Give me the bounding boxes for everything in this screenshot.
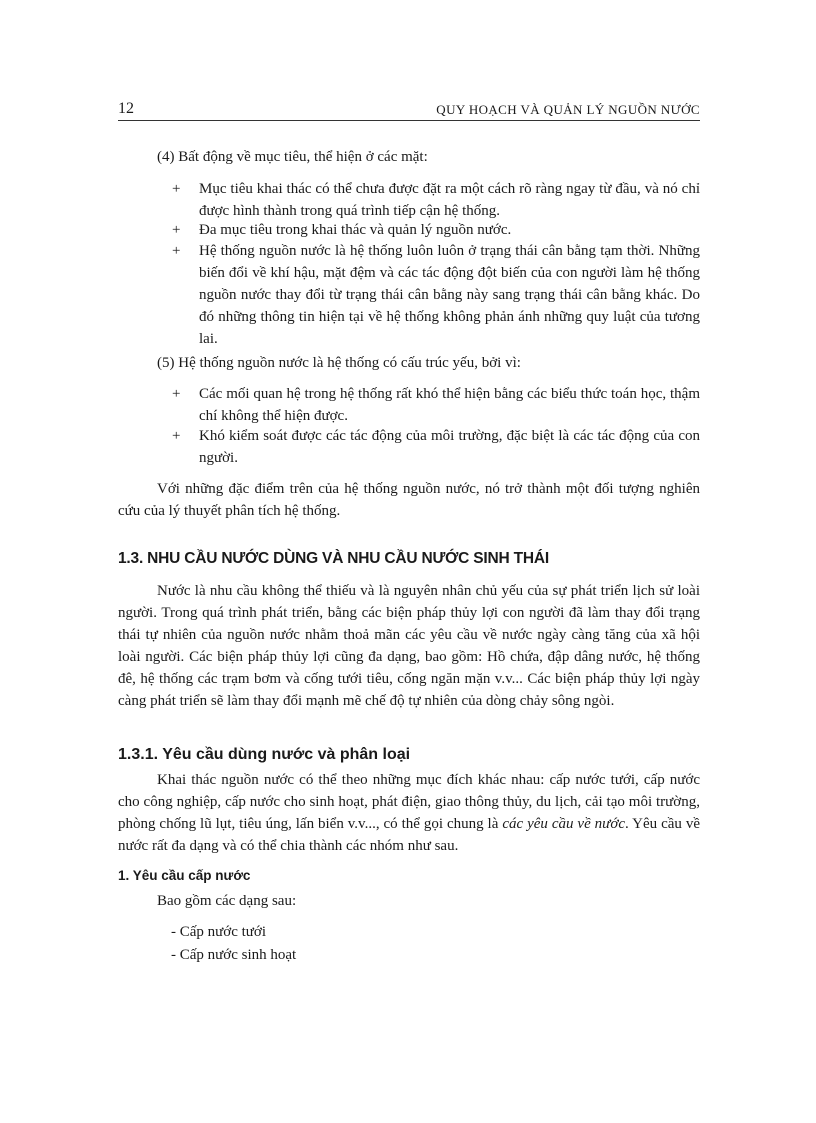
page-number: 12 <box>118 100 134 117</box>
subsection-heading-water-supply: 1. Yêu cầu cấp nước <box>118 868 251 883</box>
section-heading-1-3: 1.3. NHU CẦU NƯỚC DÙNG VÀ NHU CẦU NƯỚC SINH THÁI <box>118 550 549 567</box>
section-1-3-paragraph: Nước là nhu cầu không thể thiếu và là nguyên nhân chủ yếu của sự phát triển lịch sử loài người. Trong quá trình phát triển, bằng các biện pháp thủy lợi con người đã làm thay đổi trạng thái tự nhiên của nguồn nước nhằm thoả mãn các yêu cầu về nước ngày càng tăng của xã hội loài người. Các biện pháp thủy lợi cũng đa dạng, bao gồm: Hồ chứa, đập dâng nước, hệ thống đê, hệ thống các trạm bơm và cống tưới tiêu, cống ngăn mặn v.v... Các biện pháp thủy lợi ngày càng phát triển sẽ làm thay đổi mạnh mẽ chế độ tự nhiên của dòng chảy sông ngòi. <box>118 583 700 709</box>
bullet-text: Mục tiêu khai thác có thể chưa được đặt ra một cách rõ ràng ngay từ đầu, và nó chỉ được hình thành trong quá trình tiếp cận hệ thống. <box>199 181 700 219</box>
section-heading-1-3-1: 1.3.1. Yêu cầu dùng nước và phân loại <box>118 746 411 763</box>
list-item: - Cấp nước tưới <box>171 924 267 940</box>
section-1-3-1-paragraph <box>118 769 700 857</box>
bullet-text: Hệ thống nguồn nước là hệ thống luôn luôn ở trạng thái cân bằng tạm thời. Những biến đổi về khí hậu, mặt đệm và các tác động đột biến của con người làm hệ thống nguồn nước thay đổi từ trạng thái cân bằng này sang trạng thái cân bằng khác. Do đó những thông tin hiện tại về hệ thống không phản ánh những quy luật của tương lai. <box>199 243 700 347</box>
bullet-text: Đa mục tiêu trong khai thác và quản lý nguồn nước. <box>199 222 512 238</box>
list-item <box>172 240 700 350</box>
subsection-intro: Bao gồm các dạng sau: <box>157 893 297 909</box>
bullet-symbol: + <box>172 428 181 444</box>
bullet-symbol: + <box>172 222 181 238</box>
bullet-text: Các mối quan hệ trong hệ thống rất khó thể hiện bằng các biểu thức toán học, thậm chí không thể hiện được. <box>199 386 700 424</box>
bullet-symbol: + <box>172 243 181 259</box>
item-4-heading: (4) Bất động về mục tiêu, thể hiện ở các mặt: <box>157 149 428 165</box>
paragraph-italic-term: các yêu cầu về nước <box>502 816 626 832</box>
running-title: QUY HOẠCH VÀ QUẢN LÝ NGUỒN NƯỚC <box>436 102 700 117</box>
bullet-symbol: + <box>172 181 181 197</box>
conclusion-paragraph: Với những đặc điểm trên của hệ thống nguồn nước, nó trở thành một đối tượng nghiên cứu của lý thuyết phân tích hệ thống. <box>118 481 700 519</box>
paragraph-text: Khai thác nguồn nước có thể theo những mục đích khác nhau: cấp nước tưới, cấp nước cho công nghiệp, cấp nước cho sinh hoạt, phát điện, giao thông thủy, du lịch, cải tạo môi trường, phòng chống lũ lụt, tiêu úng, lấn biển v.v..., có thể gọi chung là <box>118 772 700 832</box>
list-item <box>172 425 700 469</box>
list-item <box>172 178 700 222</box>
bullet-symbol: + <box>172 386 181 402</box>
paragraph-text: . Yêu cầu về nước rất đa dạng và có thể chia thành các nhóm như sau. <box>118 816 700 854</box>
item-5-heading: (5) Hệ thống nguồn nước là hệ thống có cấu trúc yếu, bởi vì: <box>157 355 521 371</box>
list-item <box>172 383 700 427</box>
list-item <box>172 219 700 241</box>
running-header <box>118 98 700 121</box>
list-item: - Cấp nước sinh hoạt <box>171 947 297 963</box>
bullet-text: Khó kiểm soát được các tác động của môi trường, đặc biệt là các tác động của con người. <box>199 428 700 466</box>
